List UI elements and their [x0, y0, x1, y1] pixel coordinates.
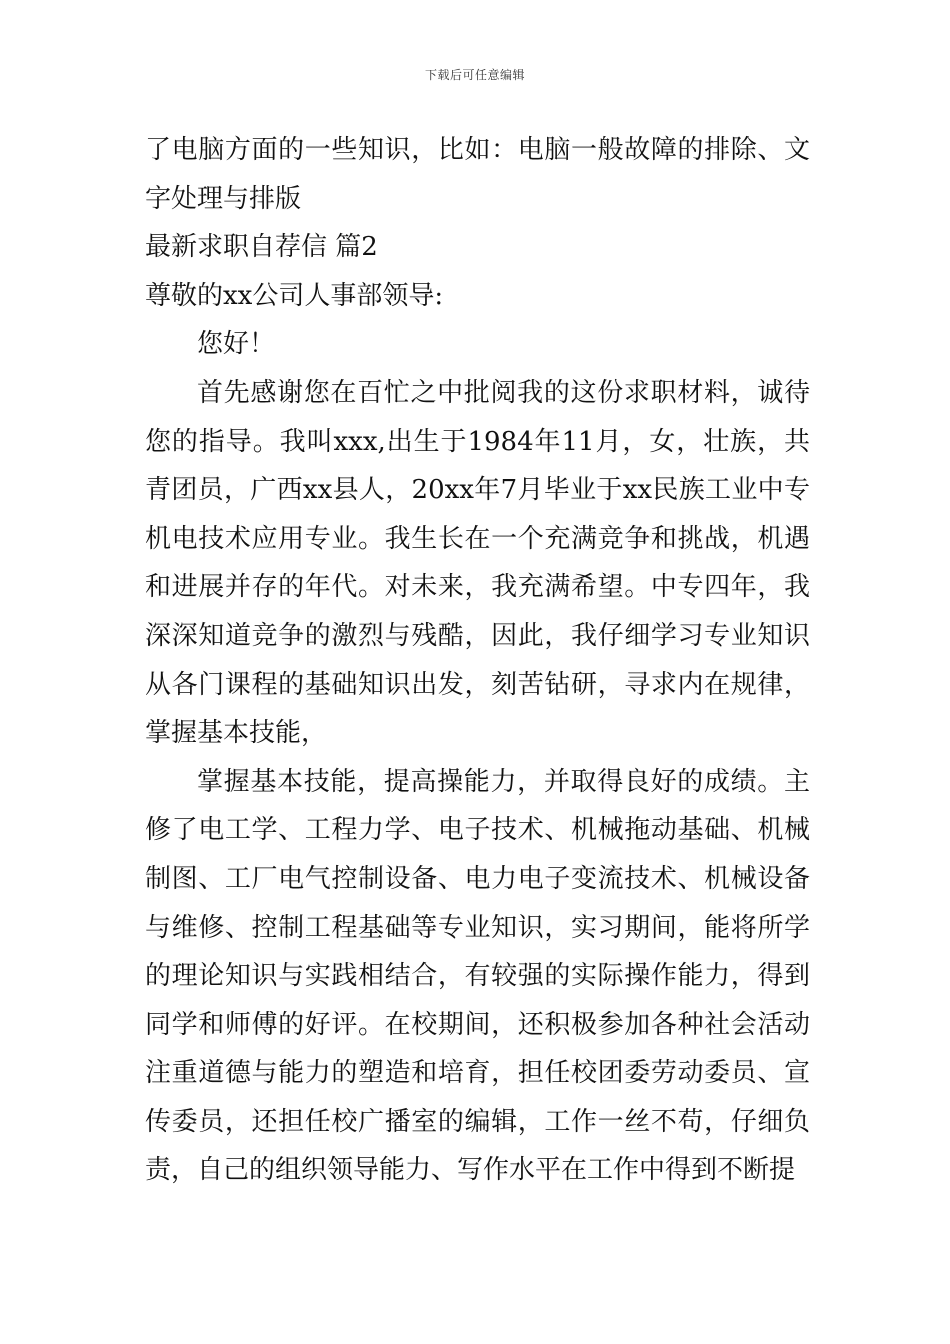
paragraph-introduction: 首先感谢您在百忙之中批阅我的这份求职材料，诚待您的指导。我叫xxx,出生于1984年11月，女，壮族，共青团员，广西xx县人，20xx年7月毕业于xx民族工业中专机电技术应用专业。我生长在一个充满竞争和挑战，机遇和进展并存的年代。对未来，我充满希望。中专四年，我深深知道竞争的激烈与残酷，因此，我仔细学习专业知识从各门课程的基础知识出发，刻苦钻研，寻求内在规律，掌握基本技能， [145, 377, 810, 749]
paragraph-studies: 掌握基本技能，提高操能力，并取得良好的成绩。主修了电工学、工程力学、电子技术、机械拖动基础、机械制图、工厂电气控制设备、电力电子变流技术、机械设备与维修、控制工程基础等专业知识，实习期间，能将所学的理论知识与实践相结合，有较强的实际操作能力，得到同学和师傅的好评。在校期间，还积极参加各种社会活动注重道德与能力的塑造和培育，担任校团委劳动委员、宣传委员，还担任校广播室的编辑，工作一丝不苟，仔细负责，自己的组织领导能力、写作水平在工作中得到不断提 [145, 766, 810, 1186]
section-title: 最新求职自荐信 篇2 [145, 232, 378, 263]
document-body [145, 126, 810, 1195]
paragraph-continuation: 了电脑方面的一些知识，比如：电脑一般故障的排除、文字处理与排版 [145, 135, 810, 214]
salutation: 尊敬的xx公司人事部领导: [145, 280, 444, 311]
greeting: 您好！ [197, 329, 276, 360]
page-header: 下载后可任意编辑 [424, 68, 525, 82]
